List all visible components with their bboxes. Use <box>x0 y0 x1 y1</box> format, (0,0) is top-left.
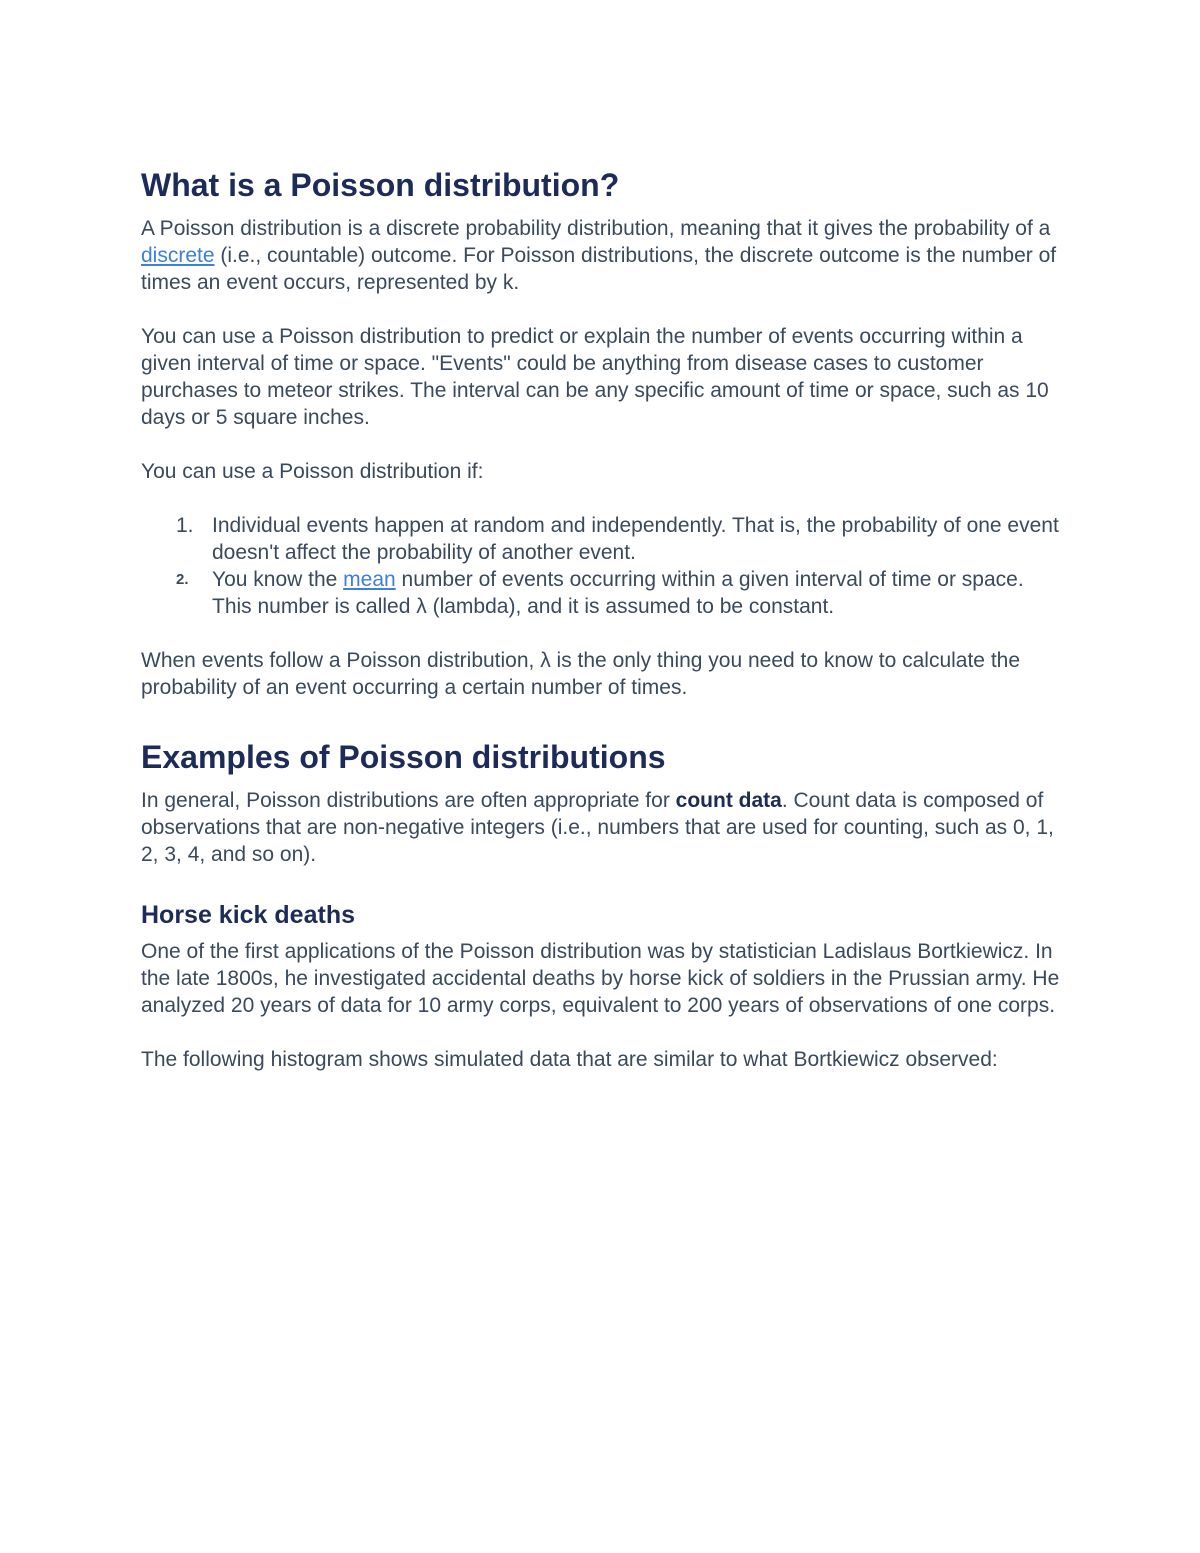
count-text-start: In general, Poisson distributions are often appropriate for <box>141 789 676 812</box>
list-item-text-end: number of events occurring within a given interval of time or space. This number is called λ (lambda), and it is assumed to be constant. <box>212 568 1024 618</box>
histogram-intro-paragraph: The following histogram shows simulated data that are similar to what Bortkiewicz observed: <box>141 1048 998 1071</box>
intro-paragraph <box>141 215 1061 296</box>
list-item-text: Individual events happen at random and independently. That is, the probability of one event doesn't affect the probability of another event. <box>212 514 1059 564</box>
document-page <box>141 163 1061 1073</box>
list-item-text-start: You know the <box>212 568 344 591</box>
list-number: 1. <box>176 514 194 537</box>
section-heading-what-is-poisson: What is a Poisson distribution? <box>141 167 620 203</box>
list-number: 2. <box>176 571 189 588</box>
intro-text-start: A Poisson distribution is a discrete probability distribution, meaning that it gives the probability of a <box>141 217 1051 240</box>
lambda-paragraph: When events follow a Poisson distribution, λ is the only thing you need to know to calculate the probability of an event occurring a certain number of times. <box>141 649 1021 699</box>
conditions-list <box>141 512 1061 620</box>
discrete-link[interactable]: discrete <box>141 244 215 267</box>
mean-link[interactable]: mean <box>343 568 396 591</box>
count-text-end: . Count data is composed of observations that are non-negative integers (i.e., numbers that are used for counting, such as 0, 1, 2, 3, 4, and so on). <box>141 789 1054 866</box>
bortkiewicz-paragraph: One of the first applications of the Poisson distribution was by statistician Ladislaus Bortkiewicz. In the late 1800s, he investigated accidental deaths by horse kick of soldiers in the Prussian army. He analyzed 20 years of data for 10 army corps, equivalent to 200 years of observations of one corps. <box>141 940 1060 1017</box>
count-data-paragraph <box>141 787 1061 868</box>
conditions-intro: You can use a Poisson distribution if: <box>141 460 484 483</box>
usage-paragraph: You can use a Poisson distribution to predict or explain the number of events occurring within a given interval of time or space. "Events" could be anything from disease cases to customer purchases to meteor strikes. The interval can be any specific amount of time or space, such as 10 days or 5 square inches. <box>141 325 1049 429</box>
list-item <box>141 566 1061 620</box>
section-heading-examples: Examples of Poisson distributions <box>141 739 666 775</box>
intro-text-end: (i.e., countable) outcome. For Poisson distributions, the discrete outcome is the number of times an event occurs, represented by k. <box>141 244 1057 294</box>
subheading-horse-kick: Horse kick deaths <box>141 901 355 929</box>
count-data-term: count data <box>675 789 782 812</box>
list-item <box>141 512 1061 566</box>
